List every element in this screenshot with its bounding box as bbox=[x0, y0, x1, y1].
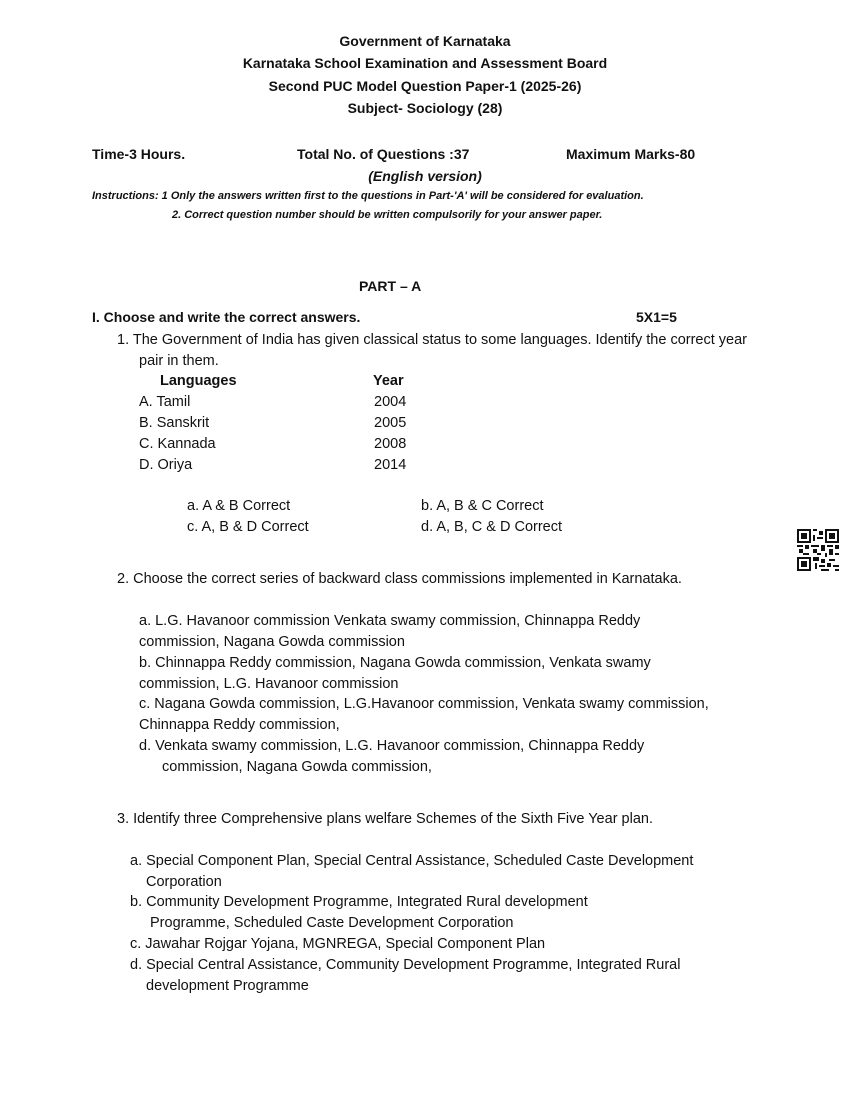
instruction-1: Instructions: 1 Only the answers written first to the questions in Part-'A' will be considered for evaluation. bbox=[92, 190, 644, 202]
question-2-stem: 2. Choose the correct series of backward class commissions implemented in Karnataka. bbox=[117, 571, 682, 587]
option-b: b. Community Development Programme, Integrated Rural development bbox=[130, 894, 588, 910]
header-subject: Subject- Sociology (28) bbox=[347, 100, 503, 116]
option-a-cont: Corporation bbox=[146, 874, 222, 890]
option-d: d. A, B, C & D Correct bbox=[421, 519, 563, 535]
option-a: a. A & B Correct bbox=[187, 498, 291, 514]
table-row-year: 2004 bbox=[374, 394, 407, 410]
question-3-stem: 3. Identify three Comprehensive plans welfare Schemes of the Sixth Five Year plan. bbox=[117, 811, 653, 827]
option-a-cont: commission, Nagana Gowda commission bbox=[139, 634, 405, 650]
option-d-cont: commission, Nagana Gowda commission, bbox=[162, 759, 432, 775]
option-b: b. A, B & C Correct bbox=[421, 498, 544, 514]
table-row-language: C. Kannada bbox=[139, 436, 216, 452]
option-d: d. Venkata swamy commission, L.G. Havanoor commission, Chinnappa Reddy bbox=[139, 738, 645, 754]
total-questions: Total No. of Questions :37 bbox=[297, 146, 470, 162]
time-label: Time-3 Hours. bbox=[92, 146, 186, 162]
table-header-languages: Languages bbox=[160, 373, 237, 389]
option-b-cont: Programme, Scheduled Caste Development Corporation bbox=[150, 915, 514, 931]
section-title: I. Choose and write the correct answers. bbox=[92, 309, 361, 325]
question-1-stem-cont: pair in them. bbox=[139, 353, 219, 369]
part-title: PART – A bbox=[359, 278, 422, 294]
option-a: a. Special Component Plan, Special Central Assistance, Scheduled Caste Development bbox=[130, 853, 694, 869]
max-marks: Maximum Marks-80 bbox=[566, 146, 696, 162]
option-b: b. Chinnappa Reddy commission, Nagana Gowda commission, Venkata swamy bbox=[139, 655, 651, 671]
option-c: c. Jawahar Rojgar Yojana, MGNREGA, Special Component Plan bbox=[130, 936, 546, 952]
option-c: c. Nagana Gowda commission, L.G.Havanoor commission, Venkata swamy commission, bbox=[139, 696, 709, 712]
option-c: c. A, B & D Correct bbox=[187, 519, 309, 535]
section-marks: 5X1=5 bbox=[636, 309, 677, 325]
option-a: a. L.G. Havanoor commission Venkata swamy commission, Chinnappa Reddy bbox=[139, 613, 641, 629]
table-row-year: 2008 bbox=[374, 436, 407, 452]
version-label: (English version) bbox=[368, 168, 482, 184]
question-1-stem: 1. The Government of India has given classical status to some languages. Identify the correct year bbox=[117, 332, 748, 348]
qr-code-icon bbox=[797, 529, 839, 571]
option-b-cont: commission, L.G. Havanoor commission bbox=[139, 676, 399, 692]
option-d-cont: development Programme bbox=[146, 978, 309, 994]
header-board: Karnataka School Examination and Assessment Board bbox=[242, 55, 608, 71]
option-d: d. Special Central Assistance, Community Development Programme, Integrated Rural bbox=[130, 957, 681, 973]
header-paper-title: Second PUC Model Question Paper-1 (2025-26) bbox=[268, 78, 582, 94]
instruction-2: 2. Correct question number should be written compulsorily for your answer paper. bbox=[172, 209, 603, 221]
table-row-language: B. Sanskrit bbox=[139, 415, 210, 431]
table-row-language: A. Tamil bbox=[139, 394, 191, 410]
option-c-cont: Chinnappa Reddy commission, bbox=[139, 717, 340, 733]
table-header-year: Year bbox=[373, 373, 404, 389]
header-government: Government of Karnataka bbox=[339, 33, 511, 49]
table-row-year: 2014 bbox=[374, 457, 407, 473]
table-row-year: 2005 bbox=[374, 415, 407, 431]
table-row-language: D. Oriya bbox=[139, 457, 193, 473]
